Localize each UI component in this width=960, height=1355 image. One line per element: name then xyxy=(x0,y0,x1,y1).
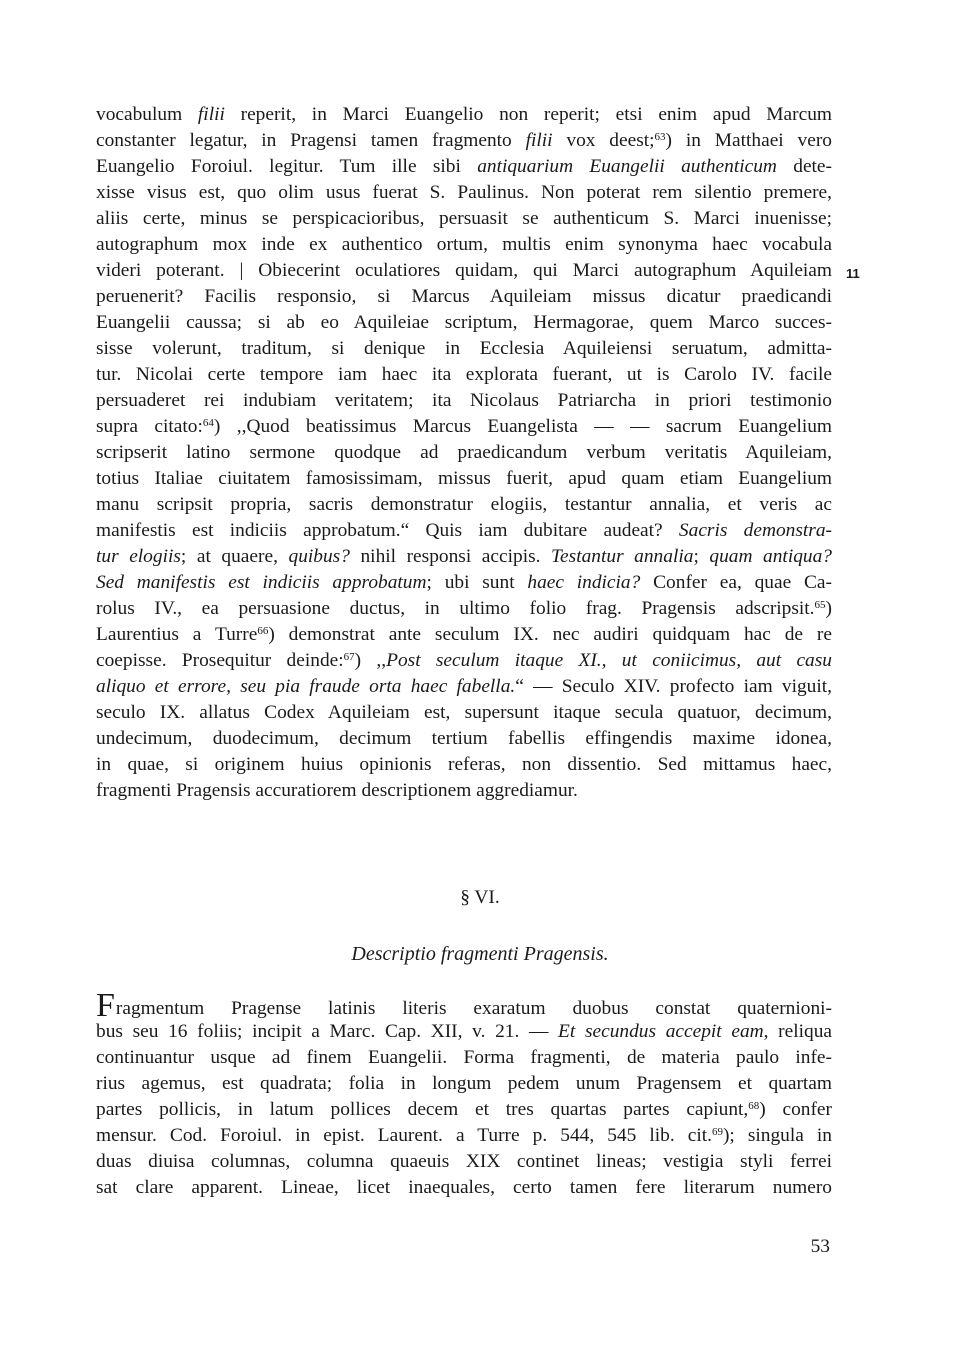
drop-capital: F xyxy=(96,987,115,1024)
text-line xyxy=(96,128,832,154)
text-line xyxy=(96,1123,832,1149)
text-run: ) ,, xyxy=(354,650,387,671)
text-run: vocabulum xyxy=(96,104,198,125)
text-line xyxy=(96,258,832,284)
text-run: ragmentum Pragense latinis literis exaratum duobus constat quaternioni- xyxy=(115,998,832,1019)
italic-run: Post seculum itaque XI., ut coniicimus, aut casu xyxy=(386,650,832,671)
text-run: ; xyxy=(693,546,710,567)
footnote-ref: 66 xyxy=(257,625,269,637)
text-line xyxy=(96,232,832,258)
text-line xyxy=(96,674,832,700)
text-run: videri poterant. | Obiecerint oculatiores quidam, qui Marci autographum Aquileiam xyxy=(96,260,832,281)
text-run: manu scripsit propria, sacris demonstratur elogiis, testantur annalia, et veris ac xyxy=(96,494,832,515)
text-line xyxy=(96,544,832,570)
text-run: peruenerit? Facilis responsio, si Marcus Aquileiam missus dicatur praedicandi xyxy=(96,286,832,307)
text-line xyxy=(96,1019,832,1045)
text-run: rius agemus, est quadrata; folia in longum pedem unum Pragensem et quartam xyxy=(96,1073,832,1094)
text-run: continuantur usque ad finem Euangelii. Forma fragmenti, de materia paulo infe- xyxy=(96,1047,832,1068)
text-run: seculo IX. allatus Codex Aquileiam est, supersunt itaque secula quatuor, decimum, xyxy=(96,702,832,723)
text-run: coepisse. Prosequitur deinde: xyxy=(96,650,344,671)
text-run: “ — Seculo XIV. profecto iam viguit, xyxy=(515,676,832,697)
text-run: supra citato: xyxy=(96,416,203,437)
text-line xyxy=(96,336,832,362)
italic-run: filii xyxy=(525,130,553,151)
text-run: manifestis est indiciis approbatum.“ Quis iam dubitare audeat? xyxy=(96,520,679,541)
footnote-ref: 63 xyxy=(654,131,666,143)
text-line xyxy=(96,388,832,414)
text-run: duas diuisa columnas, columna quaeuis XIX continet lineas; vestigia styli ferrei xyxy=(96,1151,832,1172)
text-line xyxy=(96,466,832,492)
text-run: in quae, si originem huius opinionis referas, non dissentio. Sed mittamus haec, xyxy=(96,754,832,775)
text-line xyxy=(96,518,832,544)
text-run: ) xyxy=(825,598,832,619)
text-line xyxy=(96,1175,832,1201)
text-line xyxy=(96,1149,832,1175)
section-title: Descriptio fragmenti Pragensis. xyxy=(351,943,609,965)
italic-run: Et secundus accepit eam xyxy=(558,1021,764,1042)
text-run: fragmenti Pragensis accuratiorem descriptionem aggrediamur. xyxy=(96,780,578,801)
text-line xyxy=(96,492,832,518)
text-run: ); singula in xyxy=(722,1125,832,1146)
text-run: ) ,,Quod beatissimus Marcus Euangelista — — sacrum Euangelium xyxy=(213,416,832,437)
text-line xyxy=(96,570,832,596)
text-line xyxy=(96,596,832,622)
text-run: Confer ea, quae Ca- xyxy=(640,572,832,593)
text-line xyxy=(96,726,832,752)
italic-run: haec indicia? xyxy=(527,572,641,593)
italic-run: tur elogiis xyxy=(96,546,181,567)
text-line xyxy=(96,362,832,388)
footnote-ref: 67 xyxy=(343,651,355,663)
italic-run: Sacris demonstra- xyxy=(678,520,832,541)
margin-reference-number: 11 xyxy=(846,266,860,281)
text-run: dete- xyxy=(776,156,832,177)
footnote-ref: 65 xyxy=(814,599,826,611)
text-line xyxy=(96,700,832,726)
text-line xyxy=(96,284,832,310)
text-run: scripserit latino sermone quodque ad praedicandum verbum veritatis Aquileiam, xyxy=(96,442,832,463)
text-run: reperit, in Marci Euangelio non reperit; etsi enim apud Marcum xyxy=(224,104,832,125)
page-number: 53 xyxy=(810,1236,830,1257)
text-line xyxy=(96,1097,832,1123)
text-line xyxy=(96,102,832,128)
text-line xyxy=(96,1045,832,1071)
text-run: xisse visus est, quo olim usus fuerat S. Paulinus. Non poterat rem silentio premere, xyxy=(96,182,832,203)
text-line xyxy=(96,206,832,232)
text-run: Laurentius a Turre xyxy=(96,624,258,645)
text-run: ; at quaere, xyxy=(180,546,289,567)
text-run: tur. Nicolai certe tempore iam haec ita explorata fuerant, ut is Carolo IV. facile xyxy=(96,364,832,385)
text-line xyxy=(96,154,832,180)
text-line xyxy=(96,778,578,804)
italic-run: Testantur annalia xyxy=(551,546,694,567)
text-run: ; ubi sunt xyxy=(426,572,528,593)
text-run: persuaderet rei indubiam veritatem; ita Nicolaus Patriarcha in priori testimonio xyxy=(96,390,832,411)
text-run: partes pollicis, in latum pollices decem et tres quartas partes capiunt, xyxy=(96,1099,749,1120)
text-run: sat clare apparent. Lineae, licet inaequales, certo tamen fere literarum numero xyxy=(96,1177,832,1198)
text-run: Euangelii caussa; si ab eo Aquileiae scriptum, Hermagorae, quem Marco succes- xyxy=(96,312,832,333)
text-run: rolus IV., ea persuasione ductus, in ultimo folio frag. Pragensis adscripsit. xyxy=(96,598,815,619)
text-line xyxy=(96,414,832,440)
text-run: aliis certe, minus se perspicacioribus, persuasit se authenticum S. Marci inuenisse; xyxy=(96,208,832,229)
italic-run: filii xyxy=(197,104,225,125)
text-run: ) in Matthaei vero xyxy=(665,130,832,151)
section-heading: § VI. xyxy=(460,887,500,908)
italic-run: quam antiqua? xyxy=(709,546,832,567)
italic-run: antiquarium Euangelii authenticum xyxy=(477,156,777,177)
italic-run: quibus? xyxy=(288,546,350,567)
text-run: undecimum, duodecimum, decimum tertium fabellis effingendis maxime idonea, xyxy=(96,728,832,749)
italic-run: aliquo et errore, seu pia fraude orta haec fabella. xyxy=(96,676,516,697)
text-run: Euangelio Foroiul. legitur. Tum ille sibi xyxy=(96,156,478,177)
italic-run: Sed manifestis est indiciis approbatum xyxy=(96,572,427,593)
text-run: constanter legatur, in Pragensi tamen fragmento xyxy=(96,130,526,151)
text-run: totius Italiae ciuitatem famosissimam, missus fuerit, apud quam etiam Euangelium xyxy=(96,468,832,489)
text-run: sisse volerunt, traditum, si denique in Ecclesia Aquileiensi seruatum, admitta- xyxy=(96,338,832,359)
text-run: , reliqua xyxy=(763,1021,833,1042)
text-line xyxy=(96,987,832,1024)
text-run: bus seu 16 foliis; incipit a Marc. Cap. XII, v. 21. — xyxy=(96,1021,559,1042)
text-line xyxy=(96,440,832,466)
footnote-ref: 69 xyxy=(711,1126,723,1138)
text-run: nihil responsi accipis. xyxy=(349,546,552,567)
text-run: ) demonstrat ante seculum IX. nec audiri quidquam hac de re xyxy=(268,624,832,645)
text-run: ) confer xyxy=(759,1099,832,1120)
text-line xyxy=(96,752,832,778)
footnote-ref: 64 xyxy=(202,417,214,429)
text-line xyxy=(96,1071,832,1097)
text-line xyxy=(96,622,832,648)
text-line xyxy=(96,180,832,206)
text-run: mensur. Cod. Foroiul. in epist. Laurent. a Turre p. 544, 545 lib. cit. xyxy=(96,1125,712,1146)
text-run: autographum mox inde ex authentico ortum, multis enim synonyma haec vocabula xyxy=(96,234,832,255)
text-line xyxy=(96,648,832,674)
text-run: vox deest; xyxy=(552,130,655,151)
footnote-ref: 68 xyxy=(748,1100,760,1112)
text-line xyxy=(96,310,832,336)
